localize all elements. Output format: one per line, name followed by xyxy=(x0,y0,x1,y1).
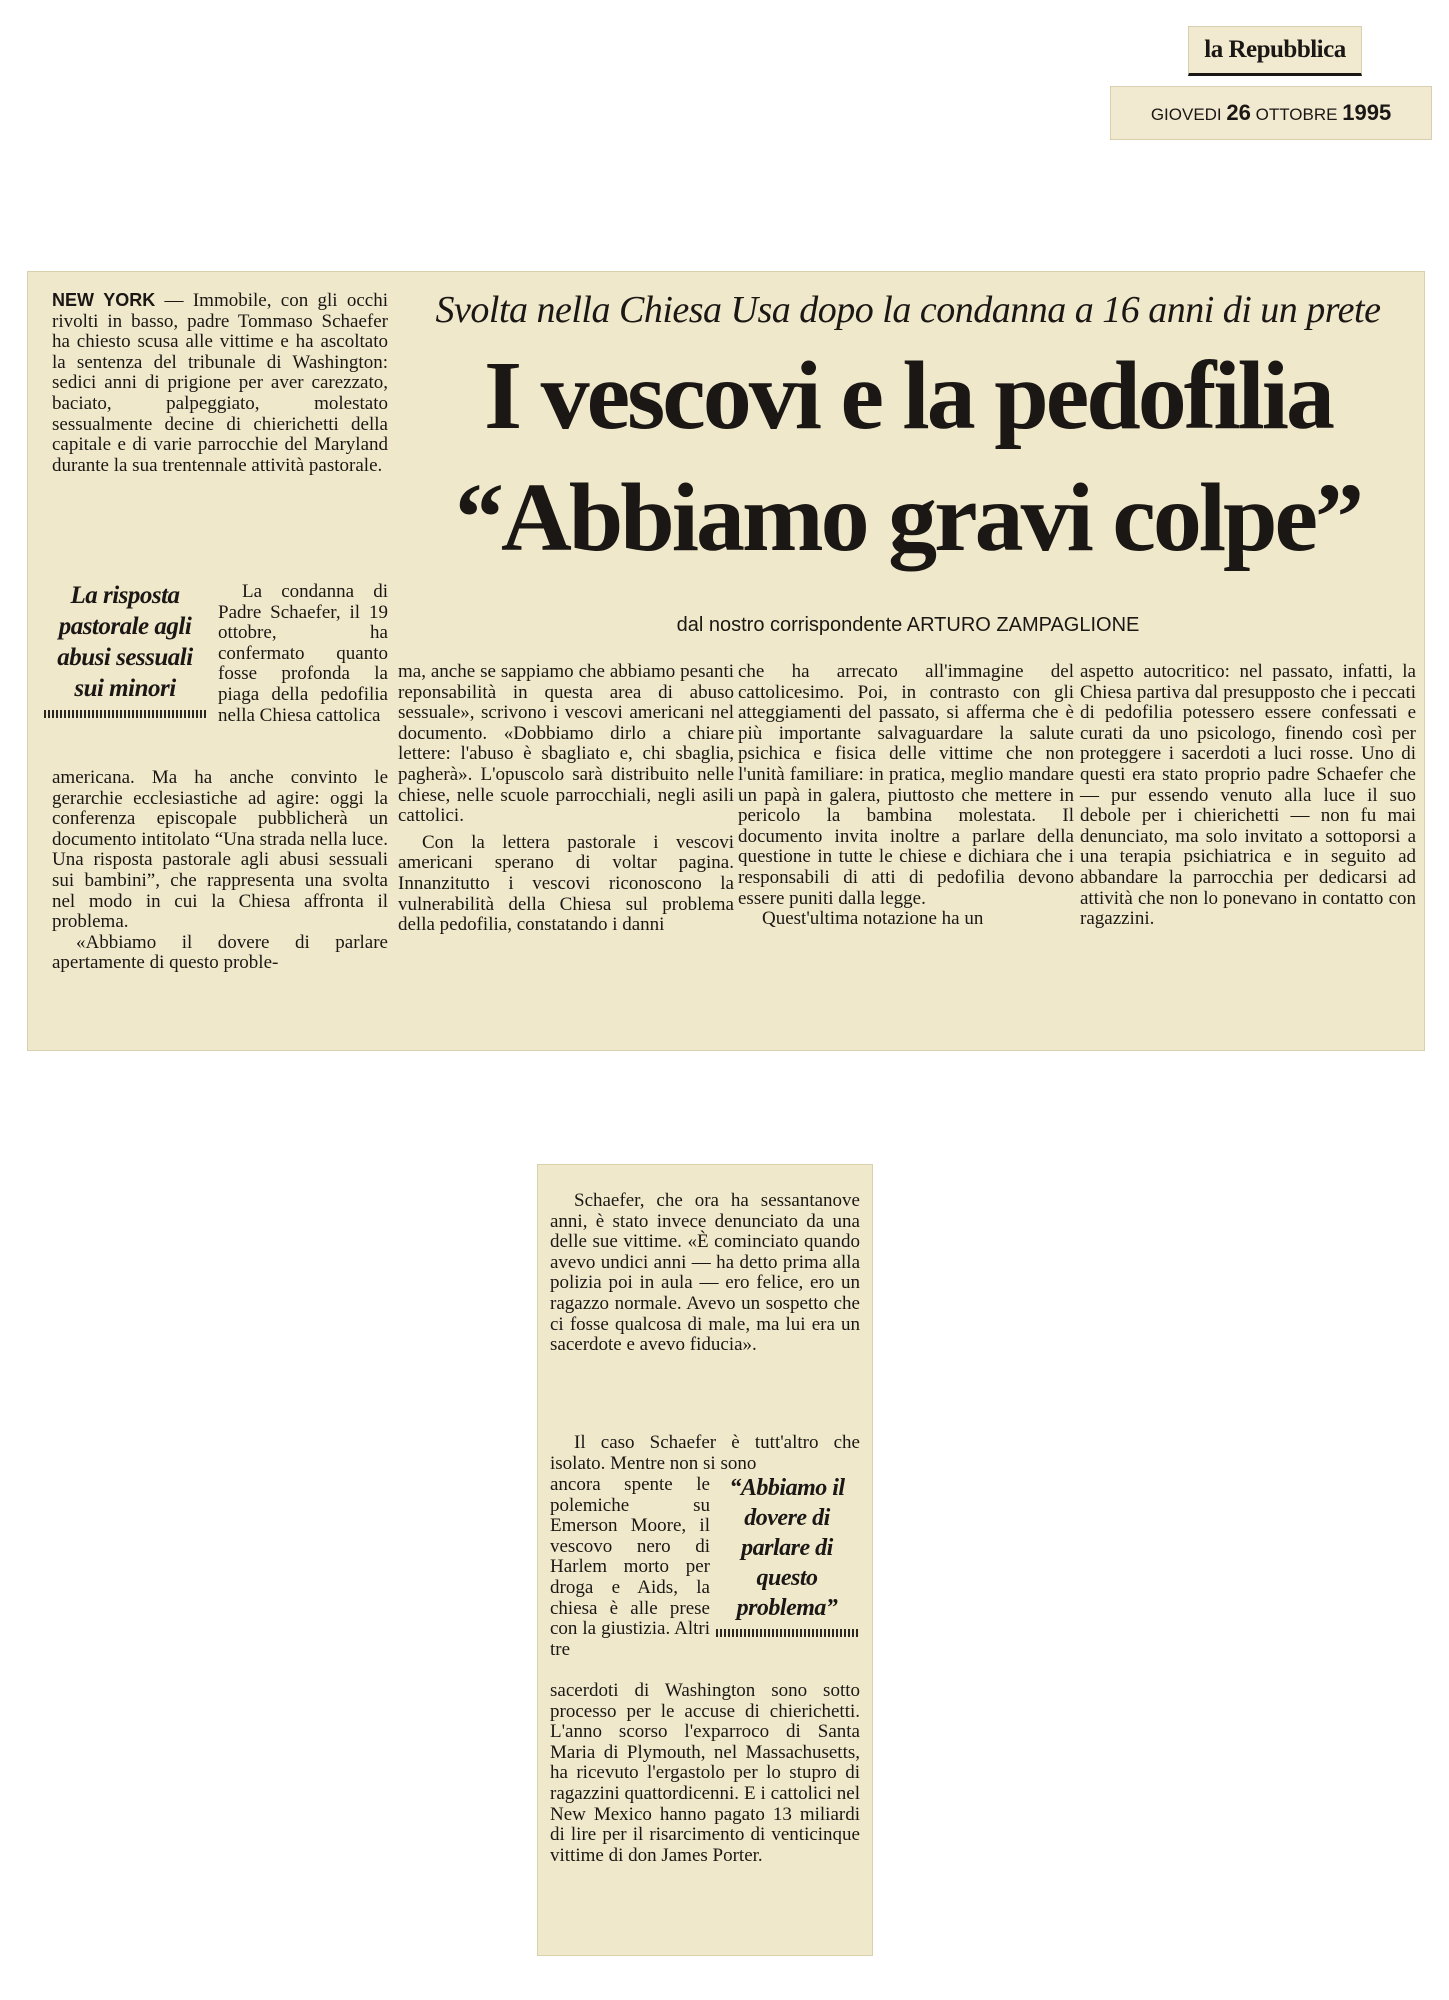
column-4-paragraph-1: aspetto autocritico: nel passato, infatti, la Chiesa partiva dal presupposto che i peccati di pedofilia potessero essere confessati e curati da uno psicologo, finendo così per proteggere i sacerdoti a luci rosse. Uno di questi era stato proprio padre Schaefer che — pur essendo venuto alla luce il suo debole per i chierichetti — non fu mai denunciato, ma solo invitato a sottoporsi a una terapia psichiatrica e in seguito ad abbandare la parrocchia per dedicarsi ad attività che non lo ponevano in contatto con ragazzini. xyxy=(1080,661,1416,930)
continuation-paragraph-2b: sacerdoti di Washington sono sotto processo per le accuse di chierichetti. L'anno scorso l'exparroco di Santa Maria di Plymouth, nel Massachusetts, ha ricevuto l'ergastolo per lo stupro di ragazzini quattordicenni. E i cattolici nel New Mexico hanno pagato 13 miliardi di lire per il risarcimento di venticinque vittime di don James Porter. xyxy=(550,1680,860,1866)
column-1-lower xyxy=(52,768,388,974)
byline: dal nostro corrispondente ARTURO ZAMPAGLIONE xyxy=(676,614,1140,636)
pull-quote-2-rule xyxy=(716,1629,858,1637)
continuation-clipping xyxy=(538,1165,872,1955)
column-1-narrow xyxy=(218,582,388,726)
newspaper-logo: la Repubblica xyxy=(1188,26,1362,76)
continuation-column-narrow xyxy=(550,1475,710,1660)
pull-quote-2 xyxy=(716,1473,858,1637)
article-kicker: Svolta nella Chiesa Usa dopo la condanna a 16 anni di un prete xyxy=(435,289,1381,331)
date-number: 26 xyxy=(1226,100,1251,125)
column-4 xyxy=(1080,662,1416,930)
column-1 xyxy=(52,290,388,476)
dateline: NEW YORK xyxy=(52,290,156,310)
pull-quote-1-rule xyxy=(44,710,206,718)
column-3-paragraph-1: che ha arrecato all'immagine del cattolicesimo. Poi, in contrasto con gli atteggiamenti del passato, si afferma che è più importante salvaguardare la salute psichica e fisica delle vittime che non l'unità familiare: in pratica, meglio mandare un papà in galera, piuttosto che mettere in pericolo la bambina molestata. Il documento invita inoltre a parlare della questione in tutte le chiese e dichiara che i responsabili di atti di pedofilia devono essere puniti dalla legge. xyxy=(738,661,1074,909)
column-3-paragraph-2: Quest'ultima notazione ha un xyxy=(762,908,984,930)
article-clipping xyxy=(28,272,1424,1050)
date-day: GIOVEDI xyxy=(1150,105,1222,124)
masthead xyxy=(1110,20,1430,130)
column-3 xyxy=(738,662,1074,930)
continuation-paragraph-1: Schaefer, che ora ha sessantanove anni, è stato invece denunciato da una delle sue vittime. «È cominciato quando avevo undici anni — ha detto prima alla polizia poi in aula — ero felice, ero un ragazzo normale. Avevo un sospetto che ci fosse qualcosa di male, ma lui era un sacerdote e avevo fiducia». xyxy=(550,1190,860,1356)
continuation-paragraph-2a: ancora spente le polemiche su Emerson Moore, il vescovo nero di Harlem morto per droga e Aids, la chiesa è alle prese con la giustizia. Altri tre xyxy=(550,1474,710,1660)
continuation-column-lower xyxy=(550,1681,860,1866)
continuation-paragraph-2-intro: Il caso Schaefer è tutt'altro che isolato. Mentre non si sono xyxy=(550,1432,860,1474)
column-1-paragraph-2b: americana. Ma ha anche convinto le gerarchie ecclesiastiche ad agire: oggi la conferenza episcopale pubblicherà un documento intitolato “Una strada nella luce. Una risposta pastorale agli abusi sessuali sui bambini”, che rappresenta una svolta nel modo in cui la Chiesa affronta il problema. xyxy=(52,767,388,933)
pull-quote-2-text: “Abbiamo il dovere di parlare di questo problema” xyxy=(729,1475,845,1621)
publication-date xyxy=(1110,86,1432,140)
pull-quote-1-text: La risposta pastorale agli abusi sessuali sui minori xyxy=(57,582,193,702)
column-1-paragraph-3: «Abbiamo il dovere di parlare apertamente di questo proble- xyxy=(52,931,388,974)
continuation-column xyxy=(550,1191,860,1356)
date-month: OTTOBRE xyxy=(1255,105,1338,124)
column-1-paragraph-1: — Immobile, con gli occhi rivolti in basso, padre Tommaso Schaefer ha chiesto scusa alle vittime e ha ascoltato la sentenza del tribunale di Washington: sedici anni di prigione per aver carezzato, baciato, palpeggiato, molestato sessualmente decine di chierichetti della capitale e di varie parrocchie del Maryland durante la sua trentennale attività pastorale. xyxy=(52,290,388,476)
date-year: 1995 xyxy=(1342,100,1392,125)
column-2-paragraph-2: Con la lettera pastorale i vescovi americani sperano di voltar pagina. Innanzitutto i vescovi riconoscono la vulnerabilità della Chiesa sul problema della pedofilia, constatando i danni xyxy=(398,831,734,936)
pull-quote-1 xyxy=(44,580,206,718)
headline-line-1: I vescovi e la pedofilia xyxy=(483,342,1333,450)
column-2 xyxy=(398,662,734,936)
column-2-paragraph-1: ma, anche se sappiamo che abbiamo pesanti reponsabilità in questa area di abuso sessuale», scrivono i vescovi americani nel documento. «Dobbiamo dirlo a chiare lettere: l'abuso è sbagliato e, chi sbaglia, pagherà». L'opuscolo sarà distribuito nelle chiese, nelle scuole parrocchiali, negli asili cattolici. xyxy=(398,661,734,827)
column-1-paragraph-2a: La condanna di Padre Schaefer, il 19 ottobre, ha confermato quanto fosse profonda la piaga della pedofilia nella Chiesa cattolica xyxy=(218,581,388,726)
headline-line-2: “Abbiamo gravi colpe” xyxy=(454,464,1362,572)
continuation-column-upper xyxy=(550,1433,860,1474)
